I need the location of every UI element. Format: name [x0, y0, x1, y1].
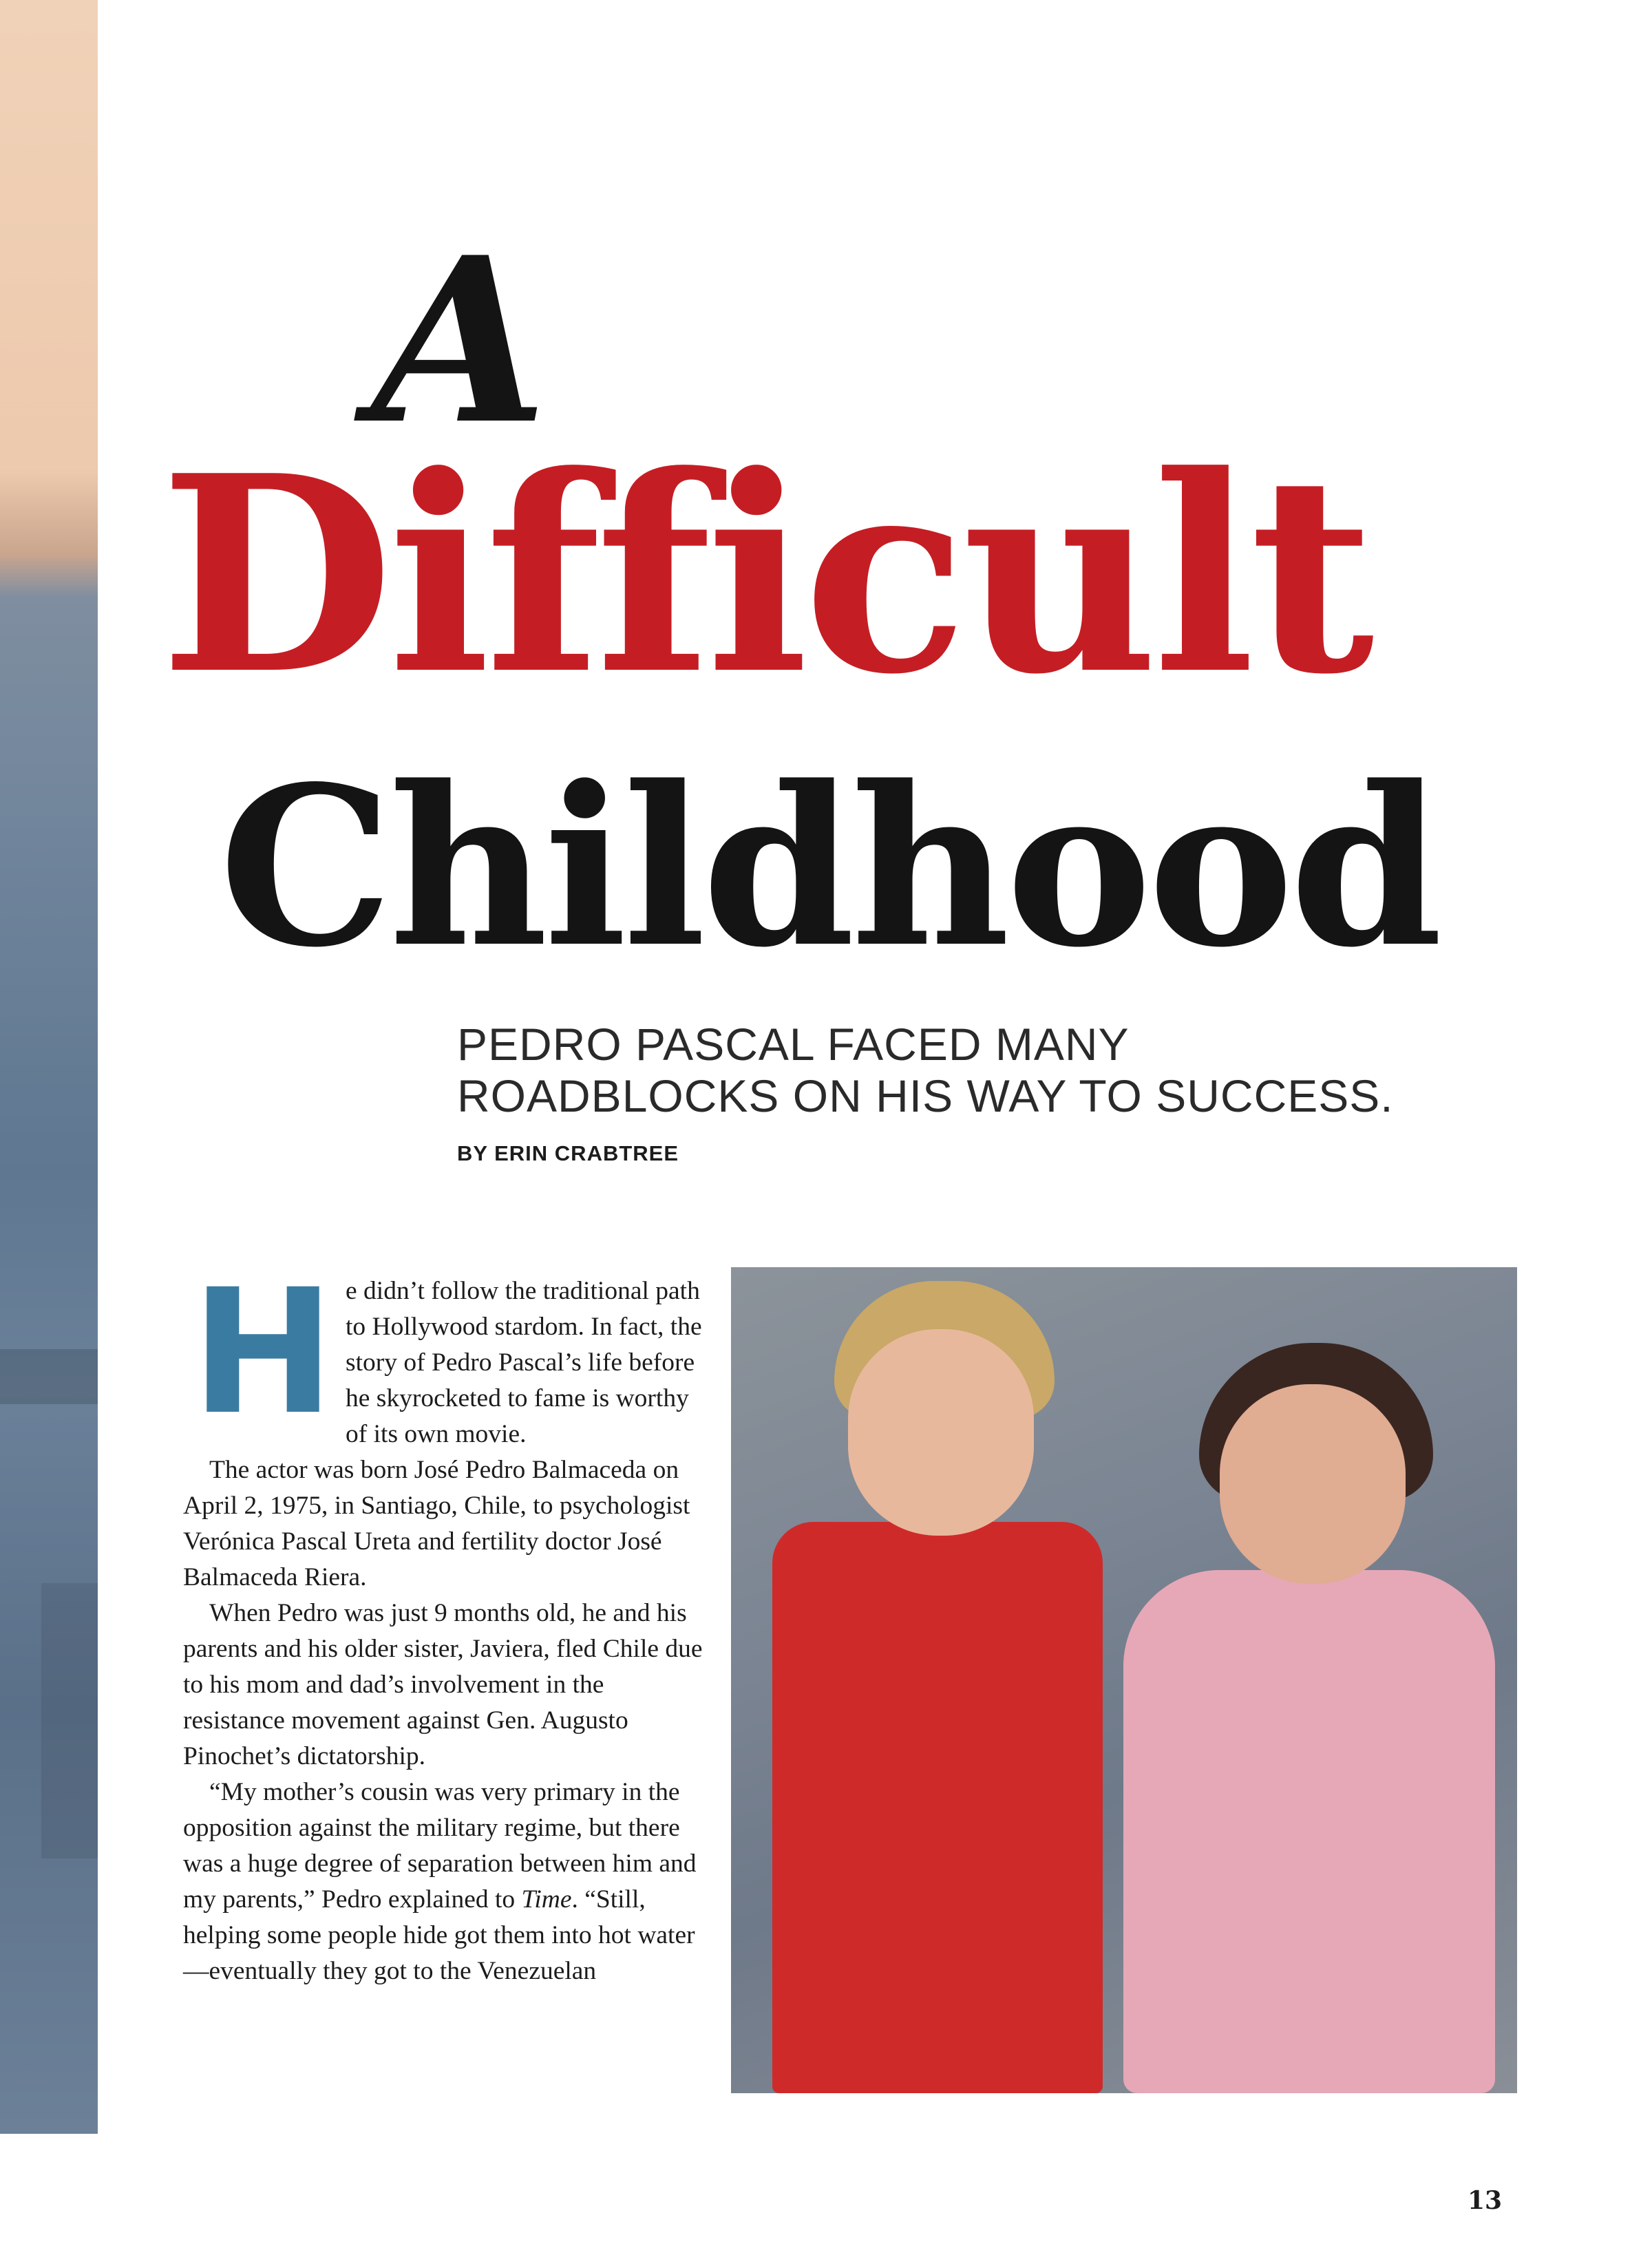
side-photo-shadow — [0, 1349, 98, 1404]
deck — [457, 1019, 1490, 1121]
deck-line-1: PEDRO PASCAL FACED MANY — [457, 1019, 1130, 1070]
drop-cap: H — [191, 1252, 335, 1452]
childhood-photo — [731, 1267, 1517, 2093]
side-photo-shadow — [41, 1583, 98, 1858]
photo-boy-face — [848, 1329, 1034, 1536]
photo-girl-dress — [1123, 1570, 1495, 2093]
headline-line-3: Childhood — [219, 738, 1439, 995]
photo-girl-face — [1220, 1384, 1406, 1584]
paragraph-1 — [183, 1252, 706, 1452]
paragraph-4 — [183, 1774, 706, 1989]
side-photo-actor — [0, 0, 98, 2134]
deck-line-2: ROADBLOCKS ON HIS WAY TO SUCCESS. — [457, 1070, 1394, 1121]
article-body — [183, 1252, 706, 1989]
paragraph-3: When Pedro was just 9 months old, he and his parents and his older sister, Javiera, fled Chile due to his mom and dad’s involvement in the resistance movement against Gen. Augusto Pinochet’s dictatorship. — [183, 1599, 703, 1770]
paragraph-4-text-b: . “Still, helping some people hide got them into hot water—eventually they got to the Venezuelan — [183, 1885, 695, 1985]
paragraph-1-text: e didn’t follow the traditional path to Hollywood stardom. In fact, the story of Pedro Pascal’s life before he skyrocketed to fame is worthy of its own movie. — [346, 1277, 702, 1448]
paragraph-4-text-a: “My mother’s cousin was very primary in the opposition against the military regime, but there was a huge degree of separation between him and my parents,” Pedro explained to — [183, 1778, 697, 1914]
byline: BY ERIN CRABTREE — [457, 1141, 679, 1165]
paragraph-2: The actor was born José Pedro Balmaceda on April 2, 1975, in Santiago, Chile, to psychologist Verónica Pascal Ureta and fertility doctor José Balmaceda Riera. — [183, 1456, 690, 1591]
headline-line-1: A — [372, 207, 549, 474]
photo-boy-outfit — [772, 1522, 1103, 2093]
headline-line-2: Difficult — [160, 417, 1369, 734]
publication-name: Time — [521, 1885, 572, 1914]
page-number: 13 — [1468, 2186, 1503, 2215]
